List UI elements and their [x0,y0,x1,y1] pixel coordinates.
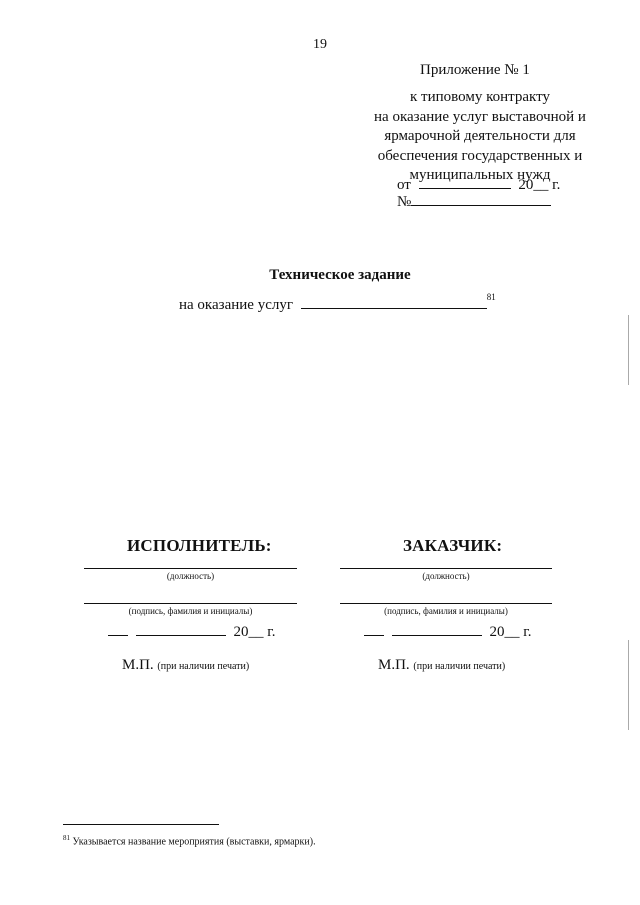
executor-stamp-label: М.П. [122,657,154,673]
service-name-blank [301,296,487,309]
customer-title: ЗАКАЗЧИК: [403,536,503,555]
appendix-subtitle-line: обеспечения государственных и [377,147,583,164]
appendix-subtitle-line: муниципальных нужд [409,167,551,183]
customer-date-year: 20__ г. [489,624,532,640]
number-prefix: № [397,194,412,210]
footnote-reference: 81 [486,292,496,302]
footnote-number: 81 [63,834,70,842]
appendix-title: Приложение № 1 [420,62,530,78]
customer-signature-line [340,603,552,604]
executor-title: ИСПОЛНИТЕЛЬ: [127,536,272,555]
executor-month-blank [136,623,226,636]
customer-day-blank [364,623,384,636]
document-subtitle [179,292,496,314]
customer-position-line [340,568,552,569]
contract-number-line [397,193,551,211]
appendix-subtitle-line: ярмарочной деятельности для [384,128,576,144]
footnote-text: Указывается название мероприятия (выставки, ярмарки). [72,836,316,848]
document-title: Техническое задание [269,267,411,283]
footnote [63,834,316,847]
number-blank [411,193,551,206]
executor-stamp-note: (при наличии печати) [157,661,250,672]
executor-position-caption: (должность) [166,571,215,581]
appendix-subtitle-line: на оказание услуг выставочной и [374,108,586,125]
customer-month-blank [392,623,482,636]
executor-signature-line [84,603,297,604]
customer-signature-caption: (подпись, фамилия и инициалы) [384,606,508,616]
executor-position-line [84,568,297,569]
appendix-subtitle [355,88,605,186]
executor-date [108,623,275,641]
date-prefix: от [397,177,411,193]
scan-edge-mark [628,315,629,385]
executor-day-blank [108,623,128,636]
customer-date [364,623,531,641]
date-blank [419,176,511,189]
executor-stamp [122,657,249,674]
appendix-subtitle-line: к типовому контракту [410,89,550,105]
scan-edge-mark [628,640,629,730]
contract-date-line [397,176,560,194]
date-year: 20__ г. [518,177,561,193]
customer-stamp [378,657,505,674]
page-number: 19 [313,37,327,52]
executor-date-year: 20__ г. [233,624,276,640]
executor-signature-caption: (подпись, фамилия и инициалы) [128,606,253,616]
document-subtitle-text: на оказание услуг [179,297,293,313]
customer-stamp-label: М.П. [378,657,410,673]
footnote-separator [63,824,219,825]
customer-stamp-note: (при наличии печати) [413,661,506,672]
customer-position-caption: (должность) [422,571,470,581]
